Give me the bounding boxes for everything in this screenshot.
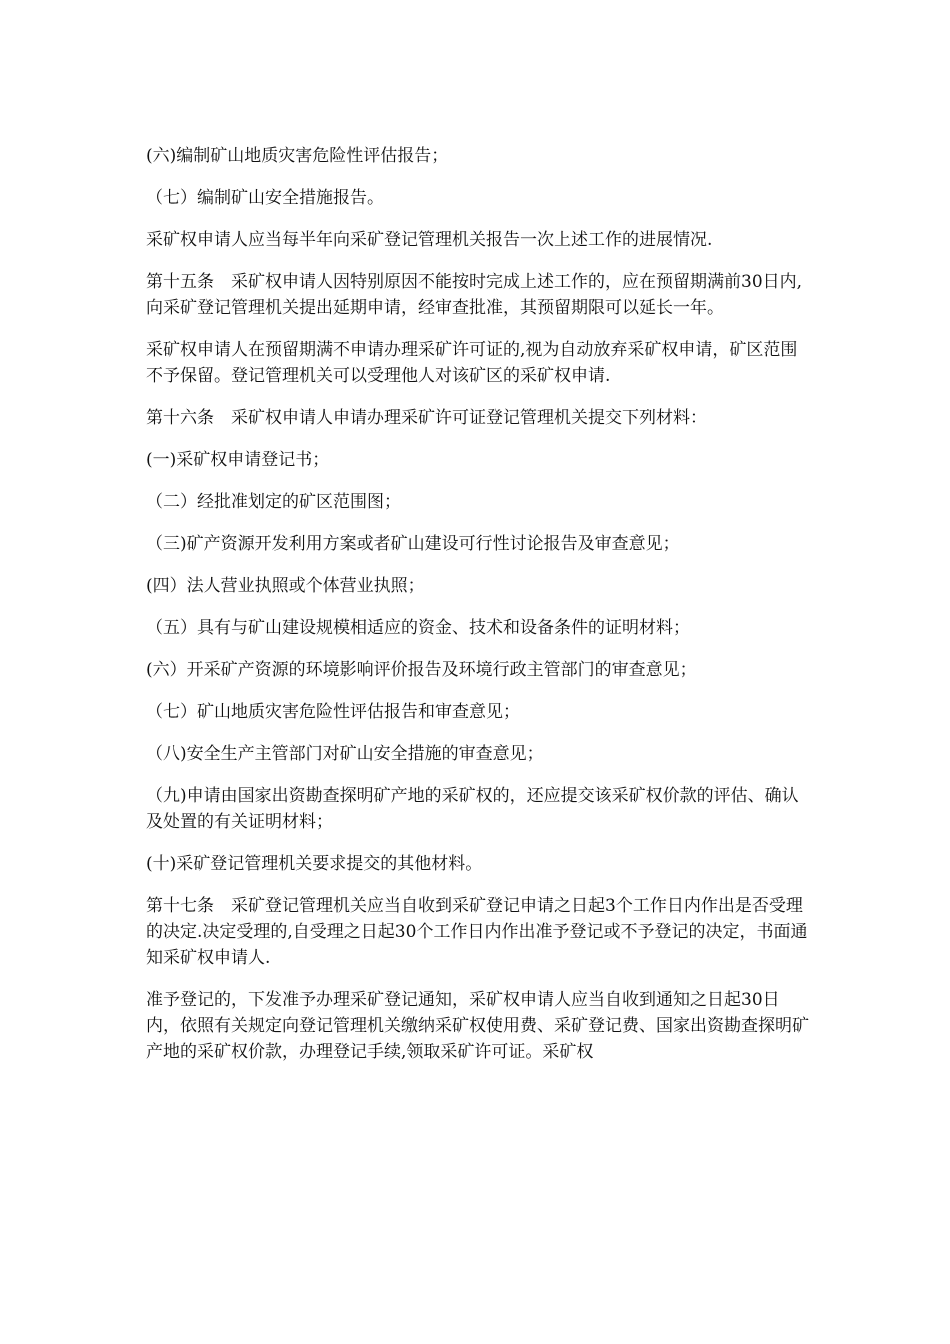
list-item-3: （三)矿产资源开发利用方案或者矿山建设可行性讨论报告及审查意见；	[146, 534, 680, 554]
list-item-5: （五）具有与矿山建设规模相适应的资金、技术和设备条件的证明材料；	[146, 618, 690, 638]
list-item-8: （八)安全生产主管部门对矿山安全措施的审查意见；	[146, 744, 544, 764]
paragraph-5: 采矿权申请人在预留期满不申请办理采矿许可证的,视为自动放弃采矿权申请，矿区范围不予保留。登记管理机关可以受理他人对该矿区的采矿权申请.	[146, 340, 798, 386]
list-item-4: (四）法人营业执照或个体营业执照；	[146, 576, 425, 596]
list-item-10: (十)采矿登记管理机关要求提交的其他材料。	[146, 854, 483, 874]
list-item-7: （七）矿山地质灾害危险性评估报告和审查意见；	[146, 702, 520, 722]
list-item-2: （二）经批准划定的矿区范围图；	[146, 492, 401, 512]
document-body	[146, 143, 812, 1081]
paragraph-2: （七）编制矿山安全措施报告。	[146, 188, 384, 208]
article-16: 第十六条 采矿权申请人申请办理采矿许可证登记管理机关提交下列材料：	[146, 408, 707, 428]
list-item-6: (六）开采矿产资源的环境影响评价报告及环境行政主管部门的审查意见；	[146, 660, 697, 680]
article-15: 第十五条 采矿权申请人因特别原因不能按时完成上述工作的，应在预留期满前30日内,向采矿登记管理机关提出延期申请，经审查批准，其预留期限可以延长一年。	[146, 272, 803, 318]
article-17: 第十七条 采矿登记管理机关应当自收到采矿登记申请之日起3个工作日内作出是否受理的决定.决定受理的,自受理之日起30个工作日内作出准予登记或不予登记的决定，书面通知采矿权申请人.	[146, 896, 808, 968]
list-item-1: (一)采矿权申请登记书；	[146, 450, 330, 470]
list-item-9: （九)申请由国家出资勘查探明矿产地的采矿权的，还应提交该采矿权价款的评估、确认及处置的有关证明材料；	[146, 786, 799, 832]
paragraph-18: 准予登记的，下发准予办理采矿登记通知，采矿权申请人应当自收到通知之日起30日内，依照有关规定向登记管理机关缴纳采矿权使用费、采矿登记费、国家出资勘查探明矿产地的采矿权价款，办理登记手续,领取采矿许可证。采矿权	[146, 990, 809, 1062]
paragraph-1: (六)编制矿山地质灾害危险性评估报告；	[146, 146, 449, 166]
paragraph-3: 采矿权申请人应当每半年向采矿登记管理机关报告一次上述工作的进展情况.	[146, 230, 713, 250]
